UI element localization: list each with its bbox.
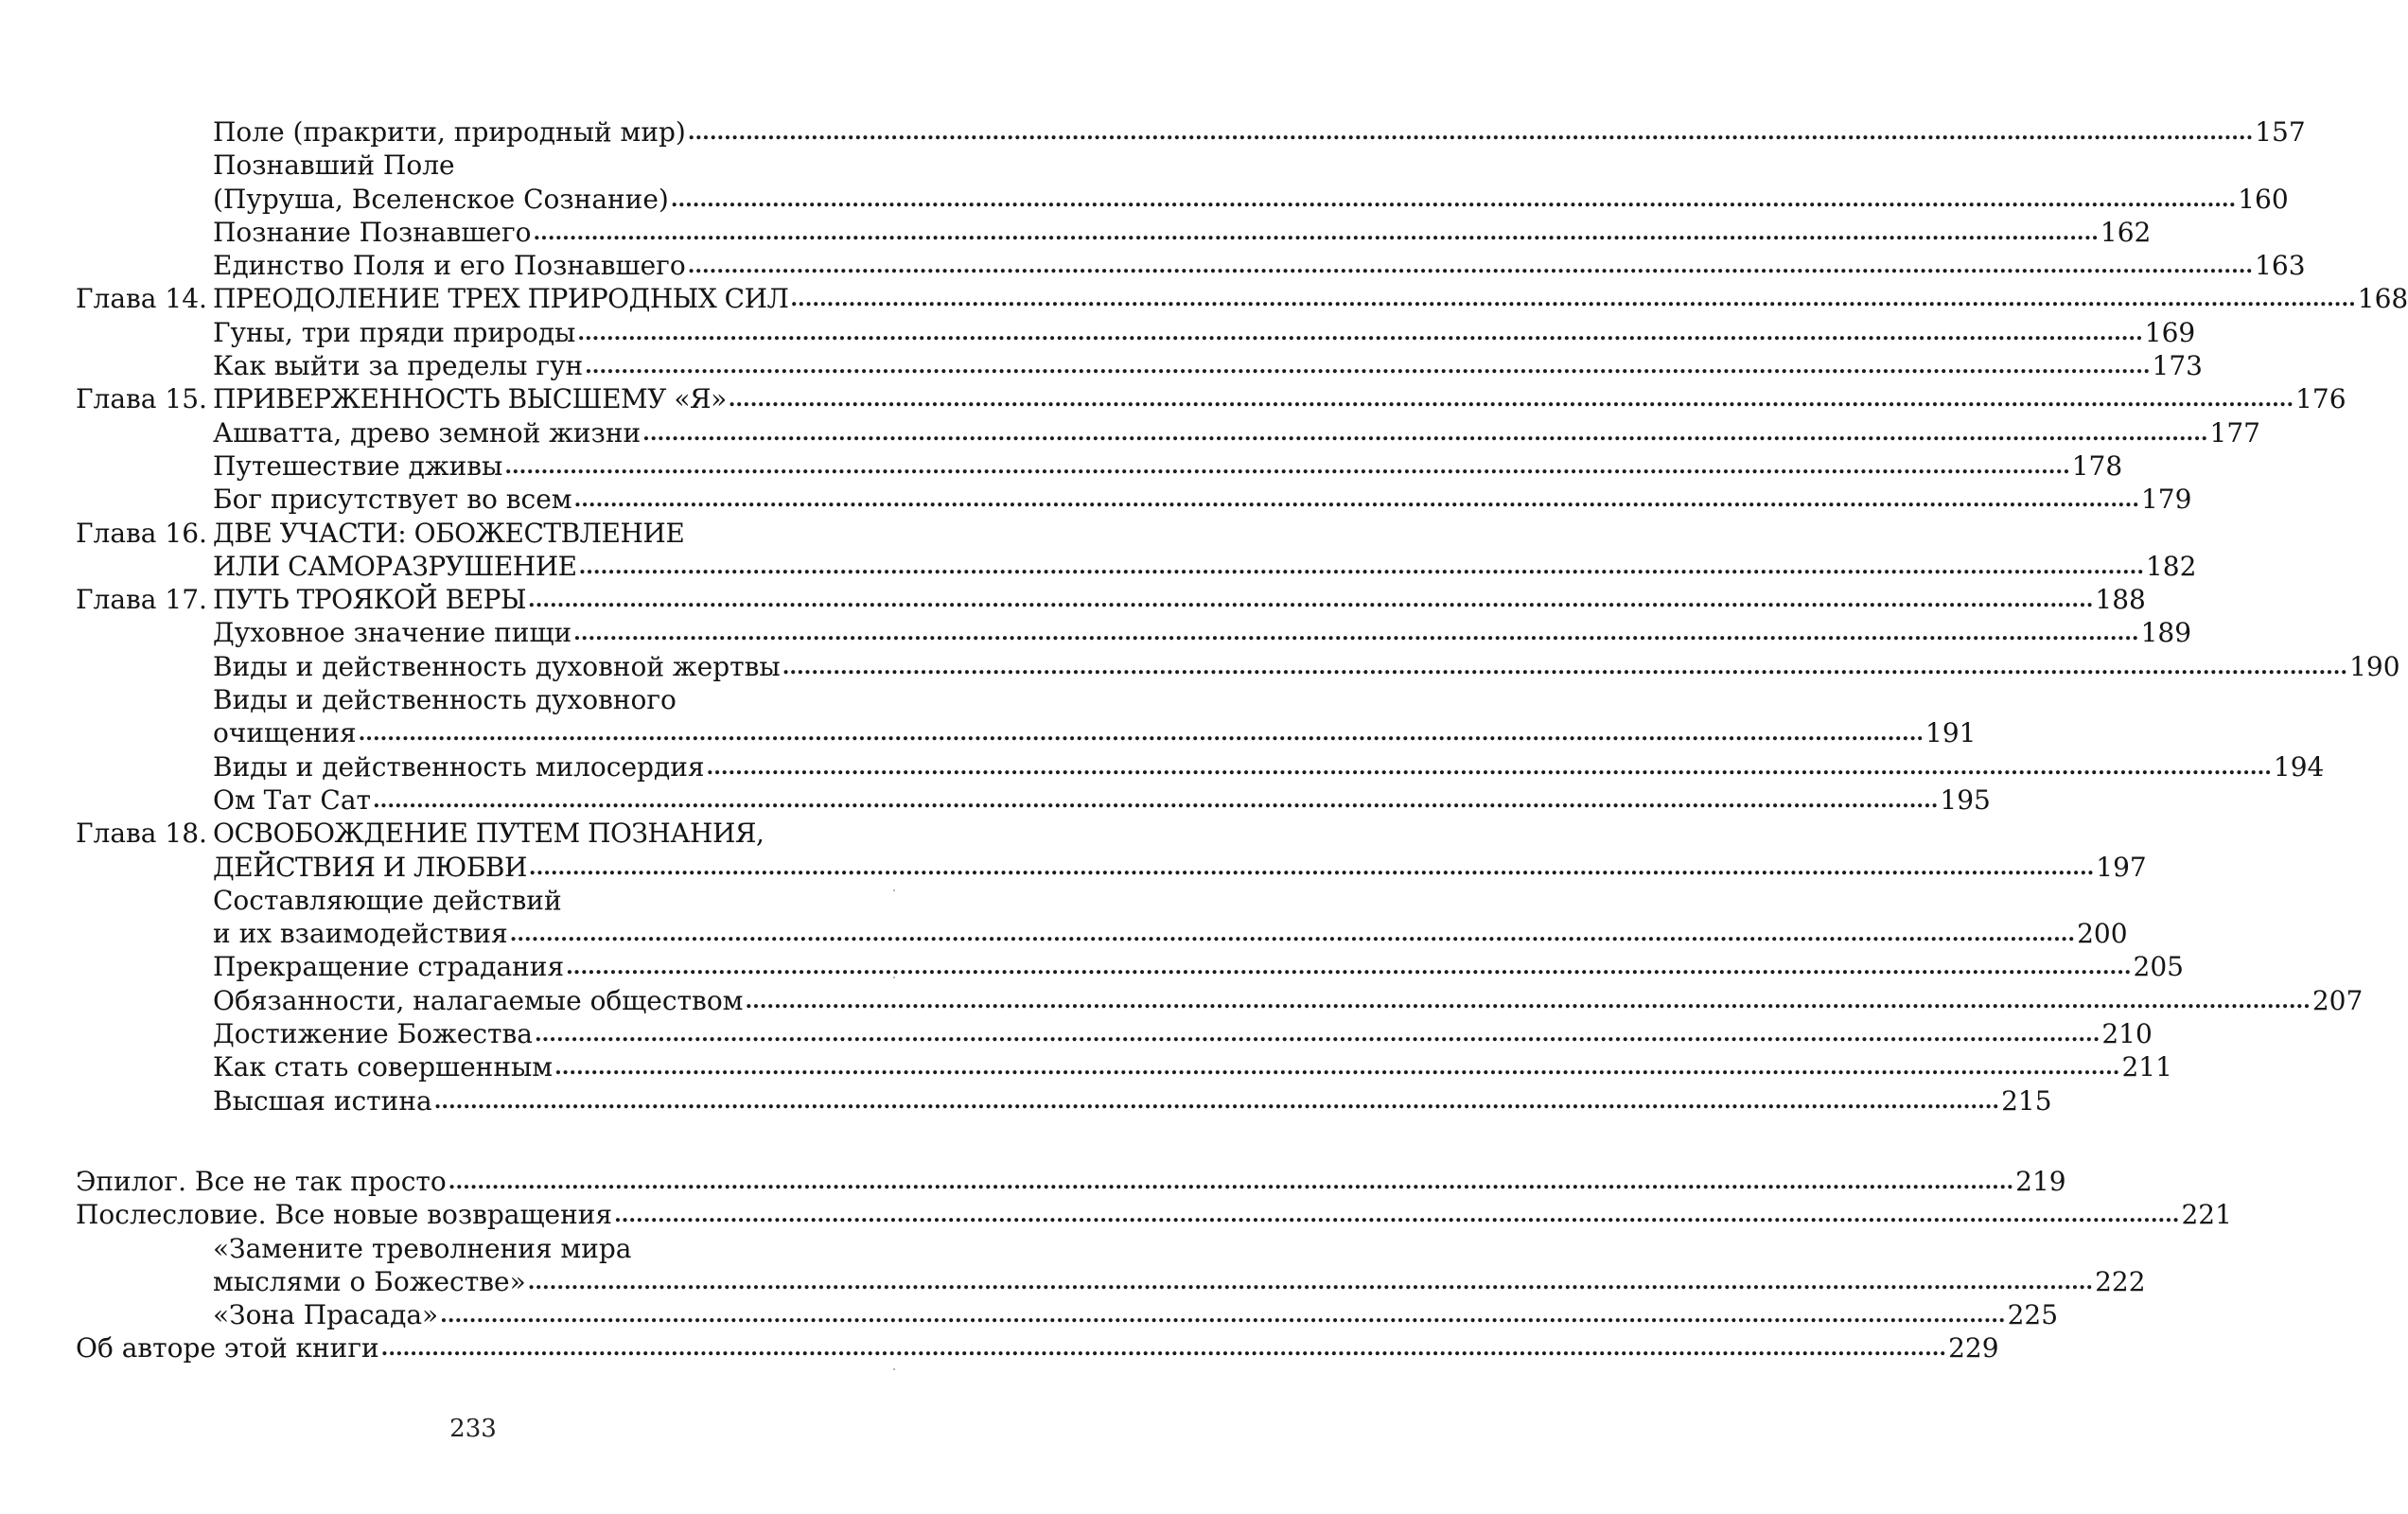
toc-entry-title: (Пуруша, Вселенское Сознание) <box>213 183 669 215</box>
toc-entry-title: Прекращение страдания <box>213 951 565 983</box>
toc-entry <box>76 683 853 716</box>
dot-leader <box>745 982 2310 1018</box>
toc-chapter <box>76 817 853 850</box>
toc-entry-title: Эпилог. Все не так просто <box>76 1165 447 1197</box>
toc-entry <box>76 783 1991 817</box>
toc-entry-page: 189 <box>2140 617 2192 649</box>
chapter-title: ДВЕ УЧАСТИ: ОБОЖЕСТВЛЕНИЕ <box>213 517 685 549</box>
toc-entry-title: Познание Познавшего <box>213 216 532 248</box>
toc-back-matter-entry <box>76 1198 2232 1231</box>
toc-entry-title: и их взаимодействия <box>213 918 508 950</box>
dot-leader <box>573 614 2138 650</box>
dot-leader <box>504 448 2069 484</box>
toc-entry-page: 157 <box>2255 116 2306 148</box>
toc-entry-page: 160 <box>2238 183 2289 215</box>
toc-entry-title: Поле (пракрити, природный мир) <box>213 116 686 148</box>
toc-entry-page: 205 <box>2133 951 2184 983</box>
toc-entry-title: Высшая истина <box>213 1084 432 1117</box>
toc-entry-page: 221 <box>2181 1199 2232 1231</box>
chapter-title: ОСВОБОЖДЕНИЕ ПУТЕМ ПОЗНАНИЯ, <box>213 818 765 850</box>
dot-leader <box>566 948 2131 984</box>
toc-chapter <box>76 583 2146 616</box>
toc-entry <box>76 483 2192 516</box>
chapter-label: Глава 14. <box>76 283 207 315</box>
toc-chapter <box>76 517 853 550</box>
toc-entry-title: очищения <box>213 717 357 749</box>
toc-entry-page: 162 <box>2100 216 2152 248</box>
chapter-label: Глава 16. <box>76 517 207 549</box>
toc-entry-page: 207 <box>2311 984 2364 1016</box>
toc-entry-title: Обязанности, налагаемые обществом <box>213 984 744 1016</box>
toc-entry <box>76 115 2306 149</box>
toc-entry <box>76 183 2289 216</box>
dot-leader <box>381 1329 1946 1365</box>
chapter-title: ПУТЬ ТРОЯКОЙ ВЕРЫ <box>213 584 527 616</box>
toc-entry-page: 229 <box>1948 1332 1999 1364</box>
dot-leader <box>585 347 2150 383</box>
dot-leader <box>434 1083 1999 1118</box>
dot-leader <box>782 648 2347 684</box>
dot-leader <box>528 1263 2093 1299</box>
dot-leader <box>729 380 2294 416</box>
toc-entry <box>76 616 2192 649</box>
chapter-title-continued: ИЛИ САМОРАЗРУШЕНИЕ <box>213 550 577 582</box>
dot-leader <box>671 181 2236 217</box>
toc-entry-title: Как стать совершенным <box>213 1051 554 1083</box>
toc-entry-page: 168 <box>2357 283 2408 315</box>
toc-entry-title: Духовное значение пищи <box>213 617 572 649</box>
toc-entry <box>76 716 1977 749</box>
toc-entry-page: 169 <box>2144 316 2196 348</box>
toc-entry <box>76 550 2197 583</box>
toc-entry <box>76 1050 2172 1083</box>
toc-entry-page: 173 <box>2152 350 2203 382</box>
page-number: 233 <box>449 1415 497 1443</box>
dot-leader <box>579 548 2144 584</box>
scan-speck <box>893 977 895 978</box>
toc-entry-title: Об авторе этой книги <box>76 1332 379 1364</box>
toc-entry-page: 163 <box>2255 250 2306 282</box>
toc-entry-page: 182 <box>2145 550 2197 582</box>
toc-entry-page: 210 <box>2101 1018 2153 1050</box>
toc-entry-title: «Замените треволнения мира <box>213 1232 632 1264</box>
toc-entry <box>76 917 2128 950</box>
toc-entry <box>76 884 853 917</box>
toc-entry-page: 178 <box>2071 449 2123 482</box>
section-gap <box>76 1118 853 1165</box>
dot-leader <box>688 247 2253 283</box>
toc-chapter <box>76 382 2346 415</box>
dot-leader <box>790 280 2355 316</box>
toc-entry-title: Как выйти за пределы гун <box>213 350 584 382</box>
toc-entry-title: Единство Поля и его Познавшего <box>213 250 686 282</box>
toc-entry-page: 194 <box>2273 750 2325 783</box>
toc-back-matter-entry <box>76 1298 2059 1331</box>
toc-entry-page: 176 <box>2295 383 2346 415</box>
toc-entry-title: «Зона Прасада» <box>213 1299 439 1331</box>
toc-entry <box>76 650 2400 683</box>
dot-leader <box>642 414 2207 450</box>
dot-leader <box>574 481 2139 517</box>
toc-entry-page: 190 <box>2349 650 2400 682</box>
toc-back-matter-entry <box>76 1265 2146 1298</box>
chapter-title-continued: ДЕЙСТВИЯ И ЛЮБВИ <box>213 851 527 883</box>
dot-leader <box>510 915 2075 951</box>
chapter-label: Глава 15. <box>76 383 207 415</box>
toc-entry-title: Ашватта, древо земной жизни <box>213 416 642 449</box>
dot-leader <box>440 1296 2005 1332</box>
scan-speck <box>893 1368 895 1370</box>
toc-entry <box>76 349 2203 382</box>
toc-entry-page: 215 <box>2001 1084 2052 1117</box>
toc-entry-page: 188 <box>2095 584 2146 616</box>
toc-entry-title: мыслями о Божестве» <box>213 1265 526 1297</box>
toc-entry-title: Ом Тат Сат <box>213 783 372 816</box>
chapter-title: ПРИВЕРЖЕННОСТЬ ВЫСШЕМУ «Я» <box>213 383 727 415</box>
toc-entry <box>76 750 2325 783</box>
dot-leader <box>534 214 2099 250</box>
toc-entry <box>76 449 2123 483</box>
toc-entry-page: 195 <box>1940 783 1991 816</box>
dot-leader <box>554 1048 2119 1084</box>
toc-entry <box>76 851 2147 884</box>
toc-entry-page: 191 <box>1925 717 1977 749</box>
toc-entry-title: Бог присутствует во всем <box>213 484 572 516</box>
toc-entry <box>76 950 2184 983</box>
toc-entry <box>76 316 2196 349</box>
toc-entry-title: Путешествие дживы <box>213 449 503 482</box>
toc-entry <box>76 1017 2153 1050</box>
toc-entry-page: 177 <box>2209 416 2260 449</box>
toc-entry <box>76 149 853 182</box>
toc-entry-title: Составляющие действий <box>213 884 562 916</box>
toc-entry-page: 222 <box>2095 1265 2146 1297</box>
dot-leader <box>577 314 2142 350</box>
dot-leader <box>448 1163 2013 1199</box>
dot-leader <box>373 782 1938 818</box>
toc-entry <box>76 249 2306 282</box>
toc-entry-title: Виды и действенность духовной жертвы <box>213 650 781 682</box>
toc-entry-page: 219 <box>2015 1165 2066 1197</box>
toc-entry-page: 197 <box>2096 851 2147 883</box>
dot-leader <box>707 748 2272 784</box>
toc-entry <box>76 216 2152 249</box>
dot-leader <box>529 849 2094 885</box>
dot-leader <box>528 581 2093 617</box>
dot-leader <box>614 1196 2179 1232</box>
table-of-contents <box>76 115 2408 1365</box>
toc-chapter <box>76 282 2408 315</box>
toc-entry-title: Послесловие. Все новые возвращения <box>76 1199 613 1231</box>
toc-entry-title: Виды и действенность милосердия <box>213 750 705 783</box>
toc-entry <box>76 984 2364 1017</box>
toc-back-matter-entry <box>76 1165 2066 1198</box>
toc-entry-page: 211 <box>2121 1051 2172 1083</box>
toc-entry-title: Достижение Божества <box>213 1018 533 1050</box>
toc-entry-page: 225 <box>2007 1299 2059 1331</box>
toc-entry <box>76 1084 2052 1118</box>
chapter-title: ПРЕОДОЛЕНИЕ ТРЕХ ПРИРОДНЫХ СИЛ <box>213 283 789 315</box>
toc-entry-page: 200 <box>2077 918 2128 950</box>
toc-entry-title: Гуны, три пряди природы <box>213 316 576 348</box>
scan-speck <box>893 889 895 891</box>
chapter-label: Глава 18. <box>76 818 207 850</box>
toc-back-matter-entry <box>76 1331 1999 1364</box>
dot-leader <box>535 1015 2100 1051</box>
dot-leader <box>359 714 1924 750</box>
toc-back-matter-entry <box>76 1232 853 1265</box>
toc-entry-page: 179 <box>2140 484 2192 516</box>
toc-entry-title: Виды и действенность духовного <box>213 684 677 716</box>
chapter-label: Глава 17. <box>76 584 207 616</box>
toc-entry-title: Познавший Поле <box>213 150 455 182</box>
dot-leader <box>688 114 2253 150</box>
toc-entry <box>76 416 2260 449</box>
